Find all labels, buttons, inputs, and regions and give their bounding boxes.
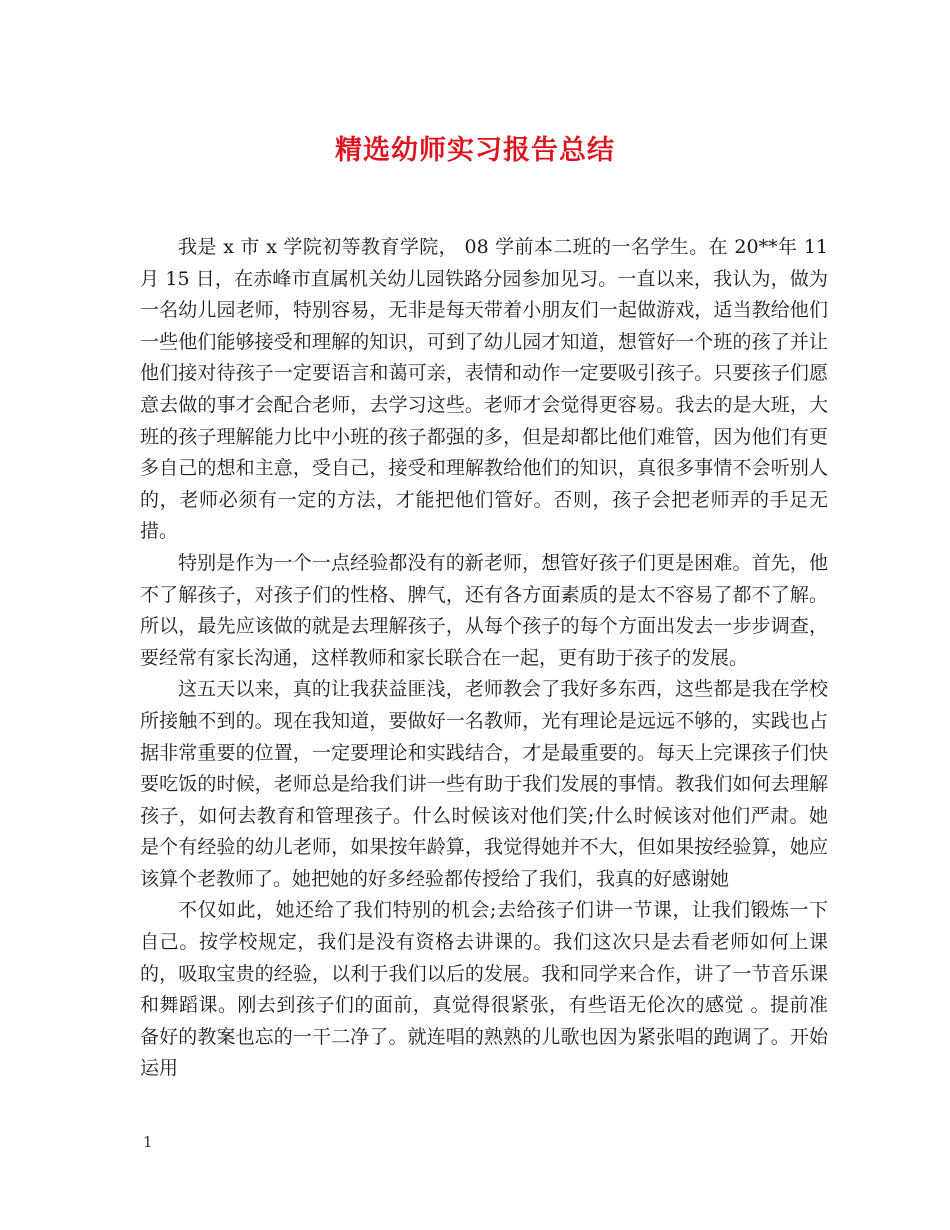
paragraph-3: 这五天以来，真的让我获益匪浅，老师教会了我好多东西，这些都是我在学校所接触不到的。现在我知道，要做好一名教师，光有理论是远远不够的，实践也占据非常重要的位置，一定要理论和实践结合，才是最重要的。每天上完课孩子们快要吃饭的时候，老师总是给我们讲一些有助于我们发展的事情。教我们如何去理解孩子，如何去教育和管理孩子。什么时候该对他们笑;什么时候该对他们严肃。她是个有经验的幼儿老师，如果按年龄算，我觉得她并不大，但如果按经验算，她应该算个老教师了。她把她的好多经验都传授给了我们，我真的好感谢她 xyxy=(140,678,828,890)
page-number: 1 xyxy=(143,1133,153,1151)
paragraph-2: 特别是作为一个一点经验都没有的新老师，想管好孩子们更是困难。首先，他不了解孩子，对孩子们的性格、脾气，还有各方面素质的是太不容易了都不了解。所以，最先应该做的就是去理解孩子，从每个孩子的每个方面出发去一步步调查，要经常有家长沟通，这样教师和家长联合在一起，更有助于孩子的发展。 xyxy=(140,551,828,669)
paragraph-4: 不仅如此，她还给了我们特别的机会;去给孩子们讲一节课，让我们锻炼一下自己。按学校规定，我们是没有资格去讲课的。我们这次只是去看老师如何上课的，吸取宝贵的经验，以利于我们以后的发展。我和同学来合作，讲了一节音乐课和舞蹈课。刚去到孩子们的面前，真觉得很紧张，有些语无伦次的感觉 。提前准备好的教案也忘的一干二净了。就连唱的熟熟的儿歌也因为紧张唱的跑调了。开始运用 xyxy=(140,899,828,1080)
document-body xyxy=(140,232,828,1085)
document-title: 精选幼师实习报告总结 xyxy=(335,135,615,166)
paragraph-1: 我是 x 市 x 学院初等教育学院， 08 学前本二班的一名学生。在 20**年 11 月 15 日，在赤峰市直属机关幼儿园铁路分园参加见习。一直以来，我认为，做为一名幼儿园老师，特别容易，无非是每天带着小朋友们一起做游戏，适当教给他们一些他们能够接受和理解的知识，可到了幼儿园才知道，想管好一个班的孩了并让他们接对待孩子一定要语言和蔼可亲，表情和动作一定要吸引孩子。只要孩子们愿意去做的事才会配合老师，去学习这些。老师才会觉得更容易。我去的是大班，大班的孩子理解能力比中小班的孩子都强的多，但是却都比他们难管，因为他们有更多自己的想和主意，受自己，接受和理解教给他们的知识，真很多事情不会听别人的，老师必须有一定的方法，才能把他们管好。否则，孩子会把老师弄的手足无措。 xyxy=(140,236,828,543)
